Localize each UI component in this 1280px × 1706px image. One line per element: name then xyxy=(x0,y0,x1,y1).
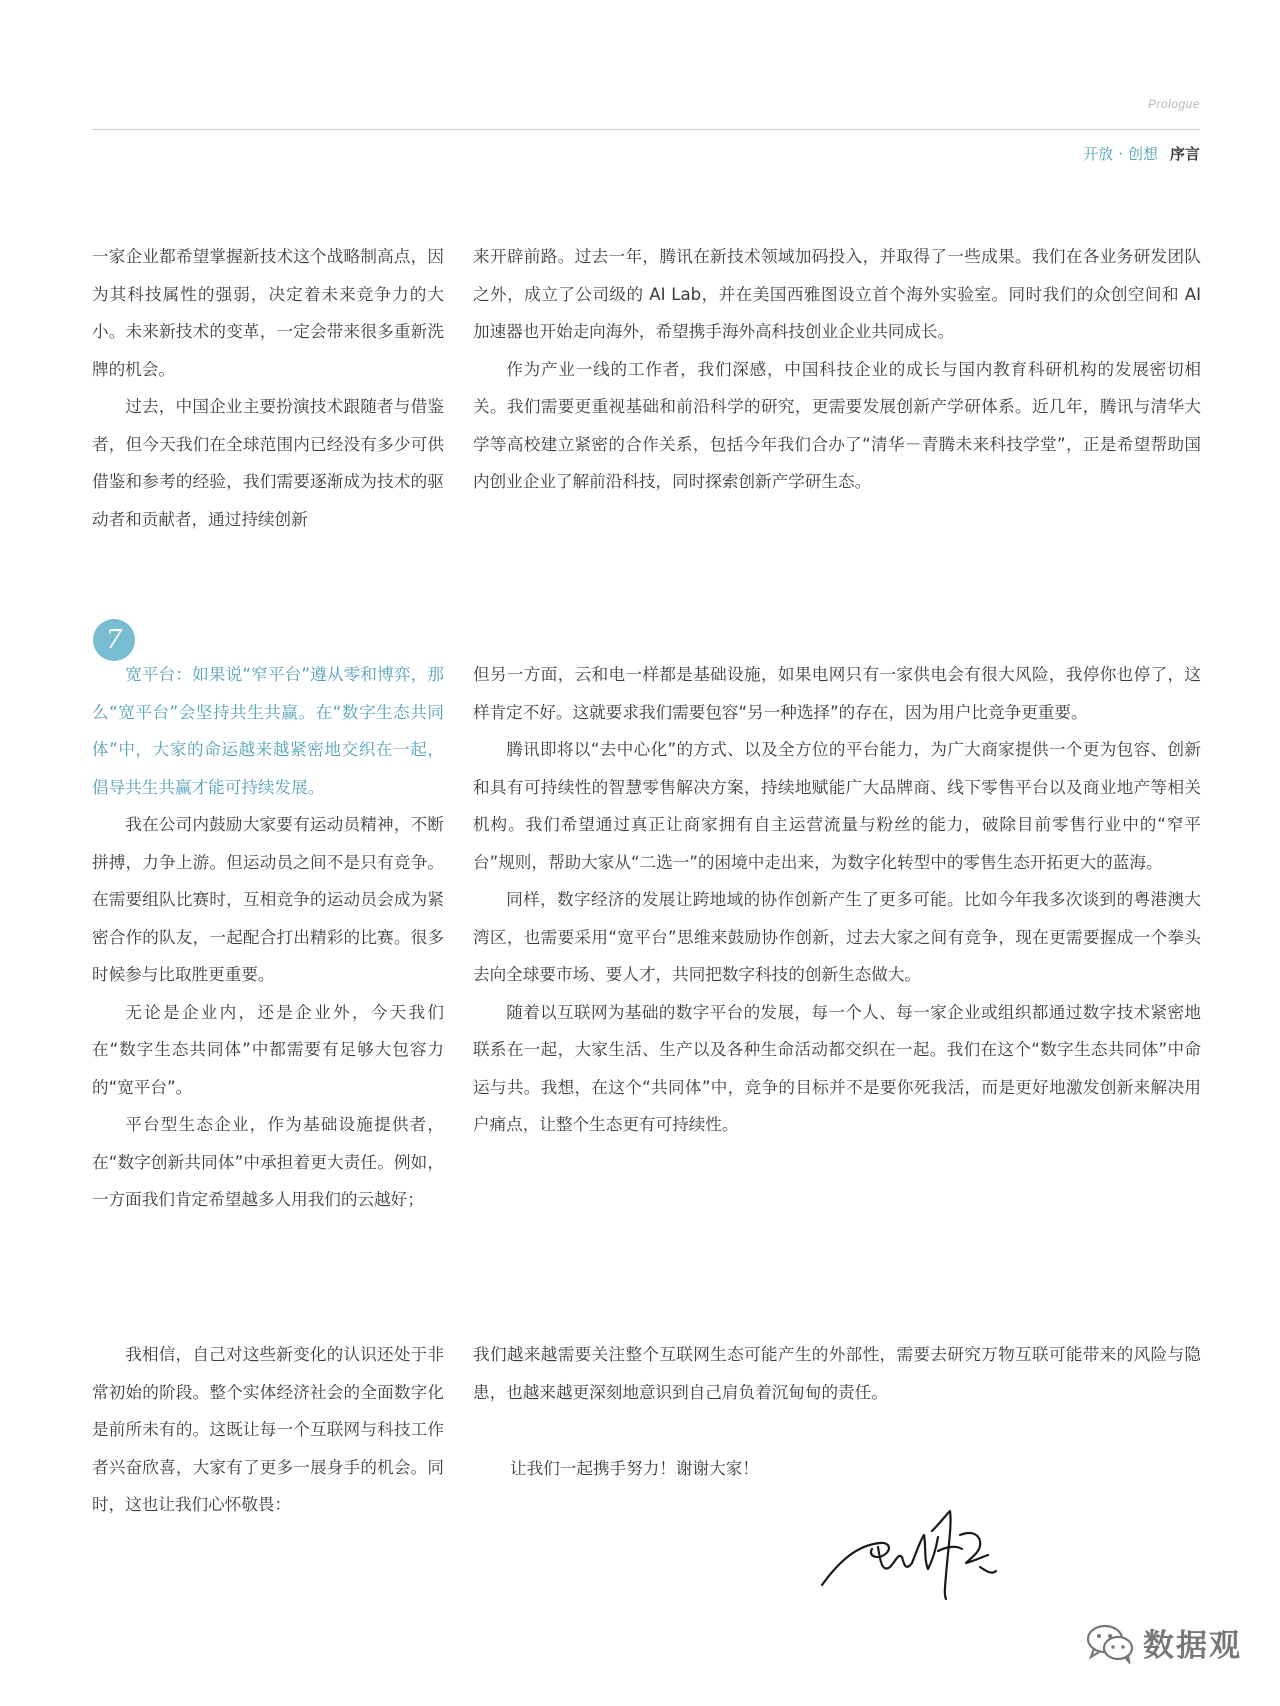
block2-right-column xyxy=(473,656,1201,1144)
paragraph: 随着以互联网为基础的数字平台的发展，每一个人、每一家企业或组织都通过数字技术紧密地联系在一起，大家生活、生产以及各种生命活动都交织在一起。我们在这个“数字生态共同体”中命运与共。我想，在这个“共同体”中，竞争的目标并不是要你死我活，而是更好地激发创新来解决用户痛点，让整个生态更有可持续性。 xyxy=(473,1002,1201,1134)
block1-right-column xyxy=(473,238,1201,501)
highlight-paragraph: 宽平台：如果说“窄平台”遵从零和博弈，那么“宽平台”会坚持共生共赢。在“数字生态共同体”中，大家的命运越来越紧密地交织在一起，倡导共生共赢才能可持续发展。 xyxy=(92,665,444,797)
header-divider xyxy=(92,129,1200,130)
section-title: 序言 xyxy=(1169,145,1200,163)
section-dot: · xyxy=(1118,145,1123,163)
paragraph: 我相信，自己对这些新变化的认识还处于非常初始的阶段。整个实体经济社会的全面数字化是前所未有的。这既让每一个互联网与科技工作者兴奋欣喜，大家有了更多一展身手的机会。同时，这也让我们心怀敬畏： xyxy=(92,1345,444,1514)
paragraph: 同样，数字经济的发展让跨地域的协作创新产生了更多可能。比如今年我多次谈到的粤港澳大湾区，也需要采用“宽平台”思维来鼓励协作创新，过去大家之间有竞争，现在更需要握成一个拳头去向全球要市场、要人才，共同把数字科技的创新生态做大。 xyxy=(473,890,1201,984)
paragraph: 我在公司内鼓励大家要有运动员精神，不断拼搏，力争上游。但运动员之间不是只有竞争。在需要组队比赛时，互相竞争的运动员会成为紧密合作的队友，一起配合打出精彩的比赛。很多时候参与比取胜更重要。 xyxy=(92,815,444,984)
section-lead-2: 创想 xyxy=(1127,145,1158,163)
block3-left-column xyxy=(92,1336,444,1524)
paragraph: 作为产业一线的工作者，我们深感，中国科技企业的成长与国内教育科研机构的发展密切相关。我们需要更重视基础和前沿科学的研究，更需要发展创新产学研体系。近几年，腾讯与清华大学等高校建立紧密的合作关系，包括今年我们合办了“清华－青腾未来科技学堂”，正是希望帮助国内创业企业了解前沿科技，同时探索创新产学研生态。 xyxy=(473,359,1201,491)
section-heading xyxy=(1083,143,1200,164)
signature xyxy=(820,1505,1010,1600)
paragraph: 我们越来越需要关注整个互联网生态可能产生的外部性，需要去研究万物互联可能带来的风险与隐患，也越来越更深刻地意识到自己肩负着沉甸甸的责任。 xyxy=(473,1345,1201,1402)
block1-left-column xyxy=(92,238,444,538)
wechat-icon xyxy=(1085,1622,1137,1664)
paragraph: 无论是企业内，还是企业外，今天我们在“数字生态共同体”中都需要有足够大包容力的“宽平台”。 xyxy=(92,1002,444,1097)
paragraph: 腾讯即将以“去中心化”的方式、以及全方位的平台能力，为广大商家提供一个更为包容、创新和具有可持续性的智慧零售解决方案，持续地赋能广大品牌商、线下零售平台以及商业地产等相关机构。我们希望通过真正让商家拥有自主运营流量与粉丝的能力，破除目前零售行业中的“窄平台”规则，帮助大家从“二选一”的困境中走出来，为数字化转型中的零售生态开拓更大的蓝海。 xyxy=(473,740,1201,872)
closing-line: 让我们一起携手努力！谢谢大家！ xyxy=(510,1459,759,1478)
section-number-badge: 7 xyxy=(93,619,135,661)
block2-left-column xyxy=(92,656,444,1219)
paragraph: 平台型生态企业，作为基础设施提供者，在“数字创新共同体”中承担着更大责任。例如，一方面我们肯定希望越多人用我们的云越好； xyxy=(92,1115,444,1209)
block3-right-column xyxy=(473,1336,1201,1411)
paragraph: 来开辟前路。过去一年，腾讯在新技术领域加码投入，并取得了一些成果。我们在各业务研发团队之外，成立了公司级的 AI Lab，并在美国西雅图设立首个海外实验室。同时我们的众创空间和 AI 加速器也开始走向海外，希望携手海外高科技创业企业共同成长。 xyxy=(473,247,1201,341)
watermark-text: 数据观 xyxy=(1143,1628,1242,1664)
section-lead-1: 开放 xyxy=(1083,145,1114,163)
paragraph: 但另一方面，云和电一样都是基础设施，如果电网只有一家供电会有很大风险，我停你也停了，这样肯定不好。这就要求我们需要包容“另一种选择”的存在，因为用户比竞争更重要。 xyxy=(473,665,1201,722)
running-header-prologue: Prologue xyxy=(1147,97,1200,111)
paragraph: 过去，中国企业主要扮演技术跟随者与借鉴者，但今天我们在全球范围内已经没有多少可供借鉴和参考的经验，我们需要逐渐成为技术的驱动者和贡献者，通过持续创新 xyxy=(92,397,444,529)
watermark xyxy=(1085,1620,1242,1665)
paragraph: 一家企业都希望掌握新技术这个战略制高点，因为其科技属性的强弱，决定着未来竞争力的大小。未来新技术的变革，一定会带来很多重新洗牌的机会。 xyxy=(92,247,444,379)
